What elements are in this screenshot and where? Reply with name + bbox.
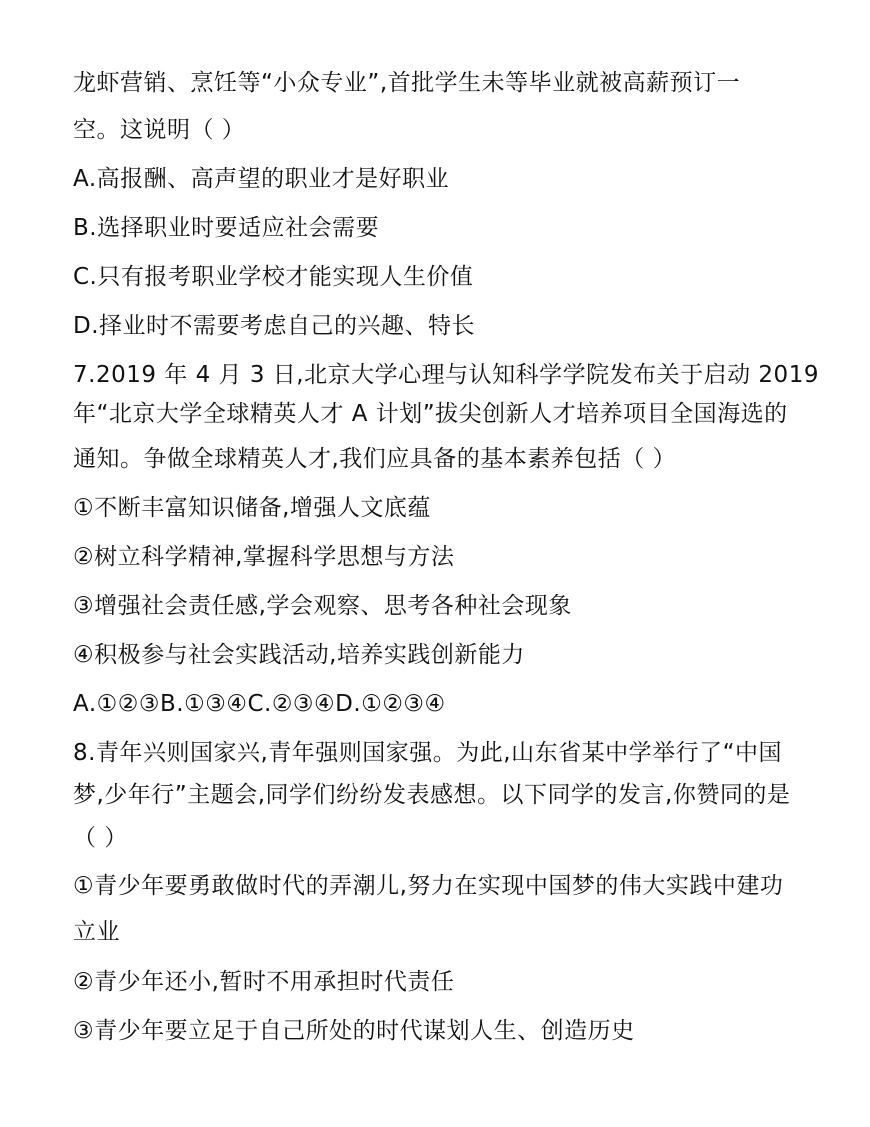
q8-item-3: ③青少年要立足于自己所处的时代谋划人生、创造历史	[73, 1018, 635, 1044]
q7-item-2: ②树立科学精神,掌握科学思想与方法	[73, 544, 455, 570]
q7-item-3: ③增强社会责任感,学会观察、思考各种社会现象	[73, 593, 572, 619]
q6-option-d: D.择业时不需要考虑自己的兴趣、特长	[73, 313, 476, 339]
q8-stem-line3: （ ）	[73, 825, 128, 851]
q7-stem-line3: 通知。争做全球精英人才,我们应具备的基本素养包括（ ）	[73, 446, 677, 472]
q7-stem-line2: 年“北京大学全球精英人才 A 计划”拔尖创新人才培养项目全国海选的	[73, 401, 788, 427]
q8-stem-line2: 梦,少年行”主题会,同学们纷纷发表感想。以下同学的发言,你赞同的是	[73, 782, 791, 808]
q7-item-4: ④积极参与社会实践活动,培养实践创新能力	[73, 642, 525, 668]
q7-stem-line1: 7.2019 年 4 月 3 日,北京大学心理与认知科学学院发布关于启动 2019	[73, 362, 819, 388]
q8-stem-line1: 8.青年兴则国家兴,青年强则国家强。为此,山东省某中学举行了“中国	[73, 740, 782, 766]
q8-item-2: ②青少年还小,暂时不用承担时代责任	[73, 969, 455, 995]
q6-stem-line1: 龙虾营销、烹饪等“小众专业”,首批学生未等毕业就被高薪预订一	[73, 70, 741, 96]
q7-choices: A.①②③B.①③④C.②③④D.①②③④	[73, 691, 446, 717]
q6-option-c: C.只有报考职业学校才能实现人生价值	[73, 264, 474, 290]
q6-option-a: A.高报酬、高声望的职业才是好职业	[73, 166, 450, 192]
q8-item-1-line2: 立业	[73, 919, 120, 945]
q6-option-b: B.选择职业时要适应社会需要	[73, 215, 380, 241]
q6-stem-line2: 空。这说明（ ）	[73, 117, 246, 143]
q8-item-1-line1: ①青少年要勇敢做时代的弄潮儿,努力在实现中国梦的伟大实践中建功	[73, 873, 784, 899]
q7-item-1: ①不断丰富知识储备,增强人文底蕴	[73, 495, 431, 521]
